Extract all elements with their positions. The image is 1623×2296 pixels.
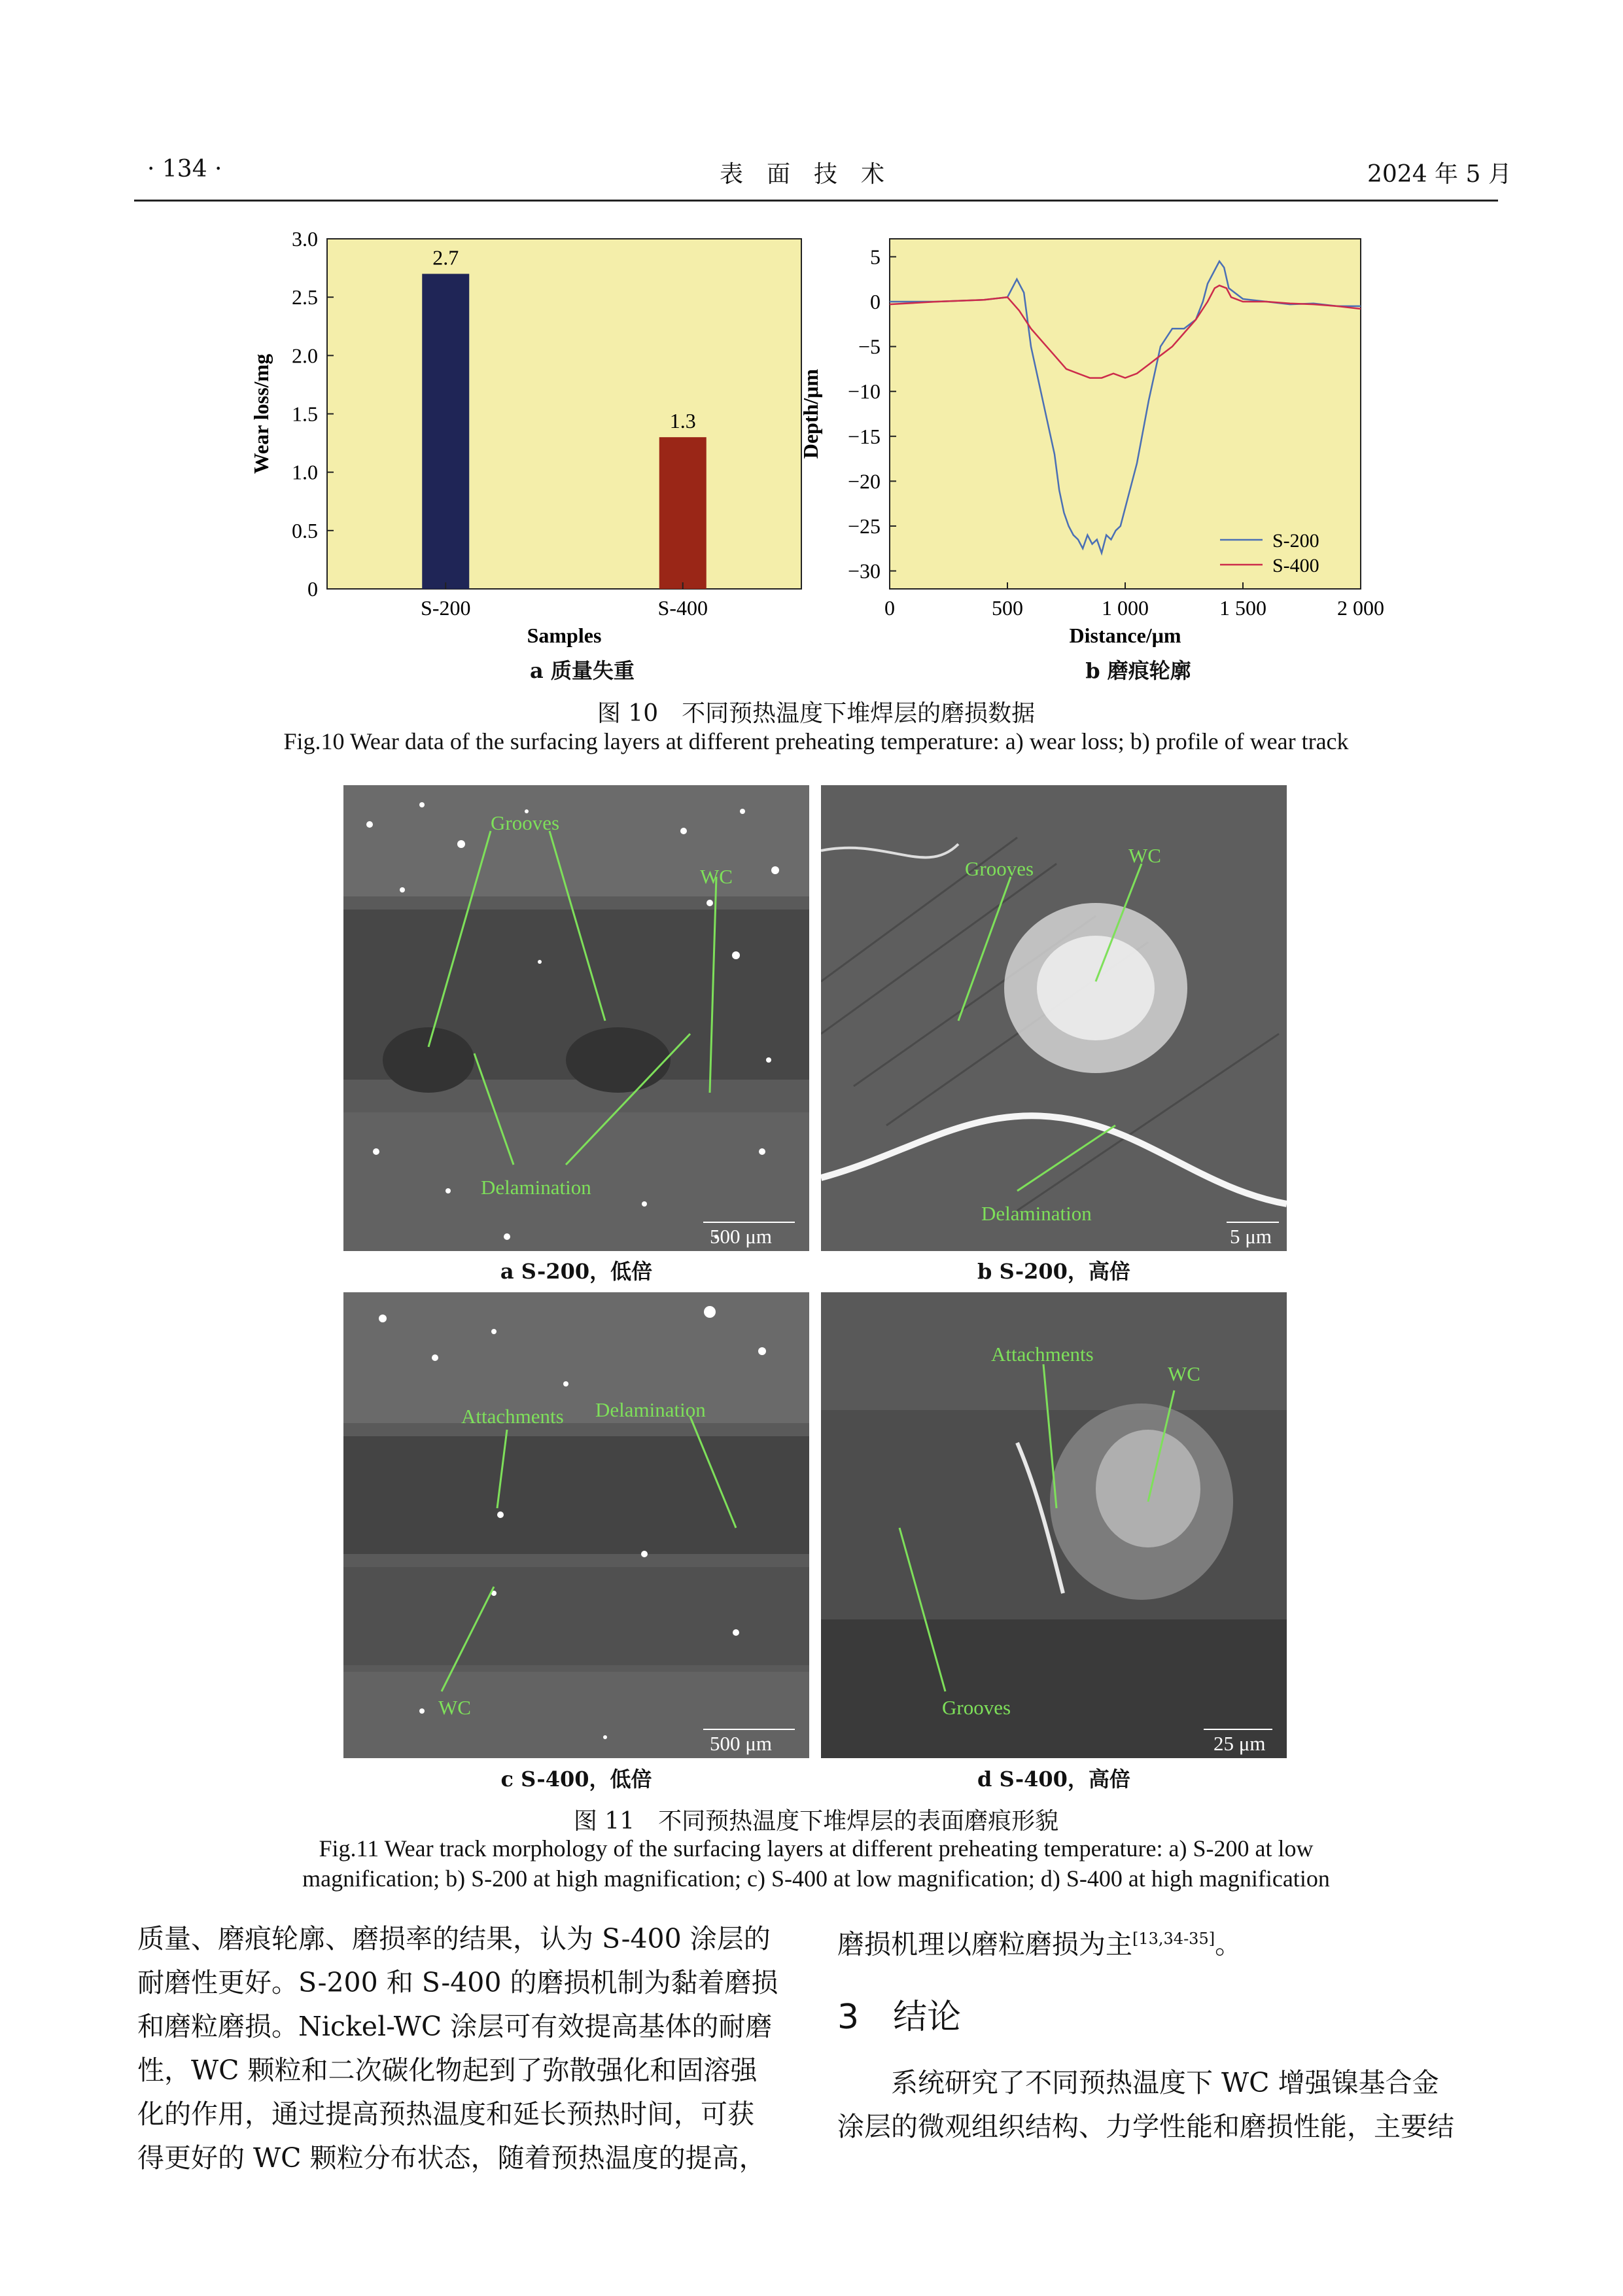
bar [659, 437, 707, 589]
x-tick-label: 1 000 [1102, 596, 1149, 620]
fig10-sub-a: a 质量失重 [530, 658, 635, 683]
y-tick-label: −30 [847, 559, 881, 583]
data-label: 2.7 [432, 245, 459, 270]
fig11-caption-cn: 图 11 不同预热温度下堆焊层的表面磨痕形貌 [573, 1808, 1059, 1835]
scale-bar: 500 μm [710, 1225, 772, 1248]
wear-loss-bar-chart [242, 229, 818, 661]
fig10-sub-b: b 磨痕轮廓 [1085, 658, 1191, 683]
bar [422, 274, 469, 590]
body-right-first-line [837, 1917, 1498, 1967]
body-line: 性，WC 颗粒和二次碳化物起到了弥散强化和固溶强 [137, 2055, 758, 2086]
header-rule [134, 200, 1498, 202]
y-tick-label: 1.5 [292, 402, 318, 426]
x-tick-label: 2 000 [1337, 596, 1384, 620]
body-line: 耐磨性更好。S-200 和 S-400 的磨损机制为黏着磨损 [137, 1967, 778, 1998]
scale-bar: 500 μm [710, 1732, 772, 1755]
fig11-caption-en-2: magnification; b) S-200 at high magnification; c) S-400 at low magnification; d) S-400 at high magnification [302, 1865, 1330, 1892]
label-delamination: Delamination [595, 1398, 706, 1421]
page-number: · 134 · [147, 156, 222, 183]
label-attachments: Attachments [461, 1405, 564, 1428]
body-right-column [837, 2061, 1498, 2149]
label-wc: WC [700, 865, 733, 888]
fig11-sub-c: c S-400，低倍 [500, 1767, 652, 1792]
label-grooves: Grooves [491, 811, 560, 834]
y-axis-label: Wear loss/mg [249, 353, 273, 474]
y-tick-label: 2.0 [292, 344, 318, 368]
y-tick-label: 1.0 [292, 460, 318, 484]
y-tick-label: 0 [870, 290, 881, 314]
body-line: 得更好的 WC 颗粒分布状态，随着预热温度的提高， [137, 2142, 766, 2174]
sem-panel-c [343, 1292, 809, 1758]
x-tick-label: 0 [884, 596, 895, 620]
label-grooves: Grooves [942, 1696, 1011, 1719]
fig11-sub-d: d S-400，高倍 [977, 1767, 1130, 1792]
x-axis-label: Samples [527, 624, 602, 647]
data-label: 1.3 [669, 409, 696, 433]
y-tick-label: 2.5 [292, 285, 318, 309]
body-line-end: 。 [1215, 1928, 1242, 1960]
body-line: 系统研究了不同预热温度下 WC 增强镍基合金 [891, 2067, 1439, 2098]
y-tick-label: −5 [858, 334, 881, 359]
sem-panel-a [343, 785, 809, 1251]
sem-panel-d [821, 1292, 1287, 1758]
fig11-sub-a: a S-200，低倍 [500, 1259, 653, 1284]
fig11-sub-b: b S-200，高倍 [977, 1259, 1130, 1284]
x-tick-label: 500 [992, 596, 1023, 620]
y-tick-label: 0 [307, 577, 318, 601]
body-line: 涂层的微观组织结构、力学性能和磨损性能，主要结 [837, 2111, 1454, 2142]
citation: [13,34-35] [1132, 1930, 1215, 1948]
fig10-caption-cn: 图 10 不同预热温度下堆焊层的磨损数据 [597, 700, 1036, 727]
x-tick-label: 1 500 [1219, 596, 1266, 620]
y-tick-label: 3.0 [292, 229, 318, 251]
wear-track-profile-chart [798, 229, 1400, 661]
x-tick-label: S-400 [657, 596, 708, 620]
sem-panel-b [821, 785, 1287, 1251]
body-line: 化的作用，通过提高预热温度和延长预热时间，可获 [137, 2098, 754, 2130]
section-heading: 3 结论 [837, 1998, 962, 2037]
label-wc: WC [1168, 1362, 1200, 1385]
body-line: 质量、磨痕轮廓、磨损率的结果，认为 S-400 涂层的 [137, 1923, 771, 1954]
y-tick-label: −10 [847, 380, 881, 404]
plot-area [327, 239, 801, 589]
fig11-caption-en-1: Fig.11 Wear track morphology of the surfacing layers at different preheating temperature: a) S-200 at low [319, 1835, 1314, 1862]
body-line: 磨损机理以磨粒磨损为主 [837, 1928, 1132, 1960]
label-delamination: Delamination [981, 1202, 1092, 1225]
y-axis-label: Depth/μm [799, 368, 822, 459]
scale-bar: 5 μm [1230, 1225, 1272, 1248]
y-tick-label: −20 [847, 469, 881, 493]
y-tick-label: −25 [847, 514, 881, 538]
label-attachments: Attachments [991, 1343, 1094, 1366]
y-tick-label: −15 [847, 424, 881, 448]
x-tick-label: S-200 [421, 596, 471, 620]
journal-name: 表 面 技 术 [720, 161, 885, 188]
legend-label: S-200 [1272, 530, 1319, 552]
label-wc: WC [438, 1696, 471, 1719]
label-wc: WC [1128, 844, 1161, 867]
fig10-caption-en: Fig.10 Wear data of the surfacing layers at different preheating temperature: a) wear loss; b) profile of wear track [283, 728, 1349, 754]
label-delamination: Delamination [481, 1176, 591, 1199]
legend-label: S-400 [1272, 555, 1319, 576]
body-left-column [137, 1917, 798, 2180]
body-line: 和磨粒磨损。Nickel-WC 涂层可有效提高基体的耐磨 [137, 2011, 773, 2042]
issue-date: 2024 年 5 月 [1367, 161, 1512, 188]
y-tick-label: 0.5 [292, 518, 318, 542]
x-axis-label: Distance/μm [1069, 624, 1181, 647]
y-tick-label: 5 [870, 245, 881, 269]
label-grooves: Grooves [965, 857, 1034, 880]
scale-bar: 25 μm [1213, 1732, 1266, 1755]
